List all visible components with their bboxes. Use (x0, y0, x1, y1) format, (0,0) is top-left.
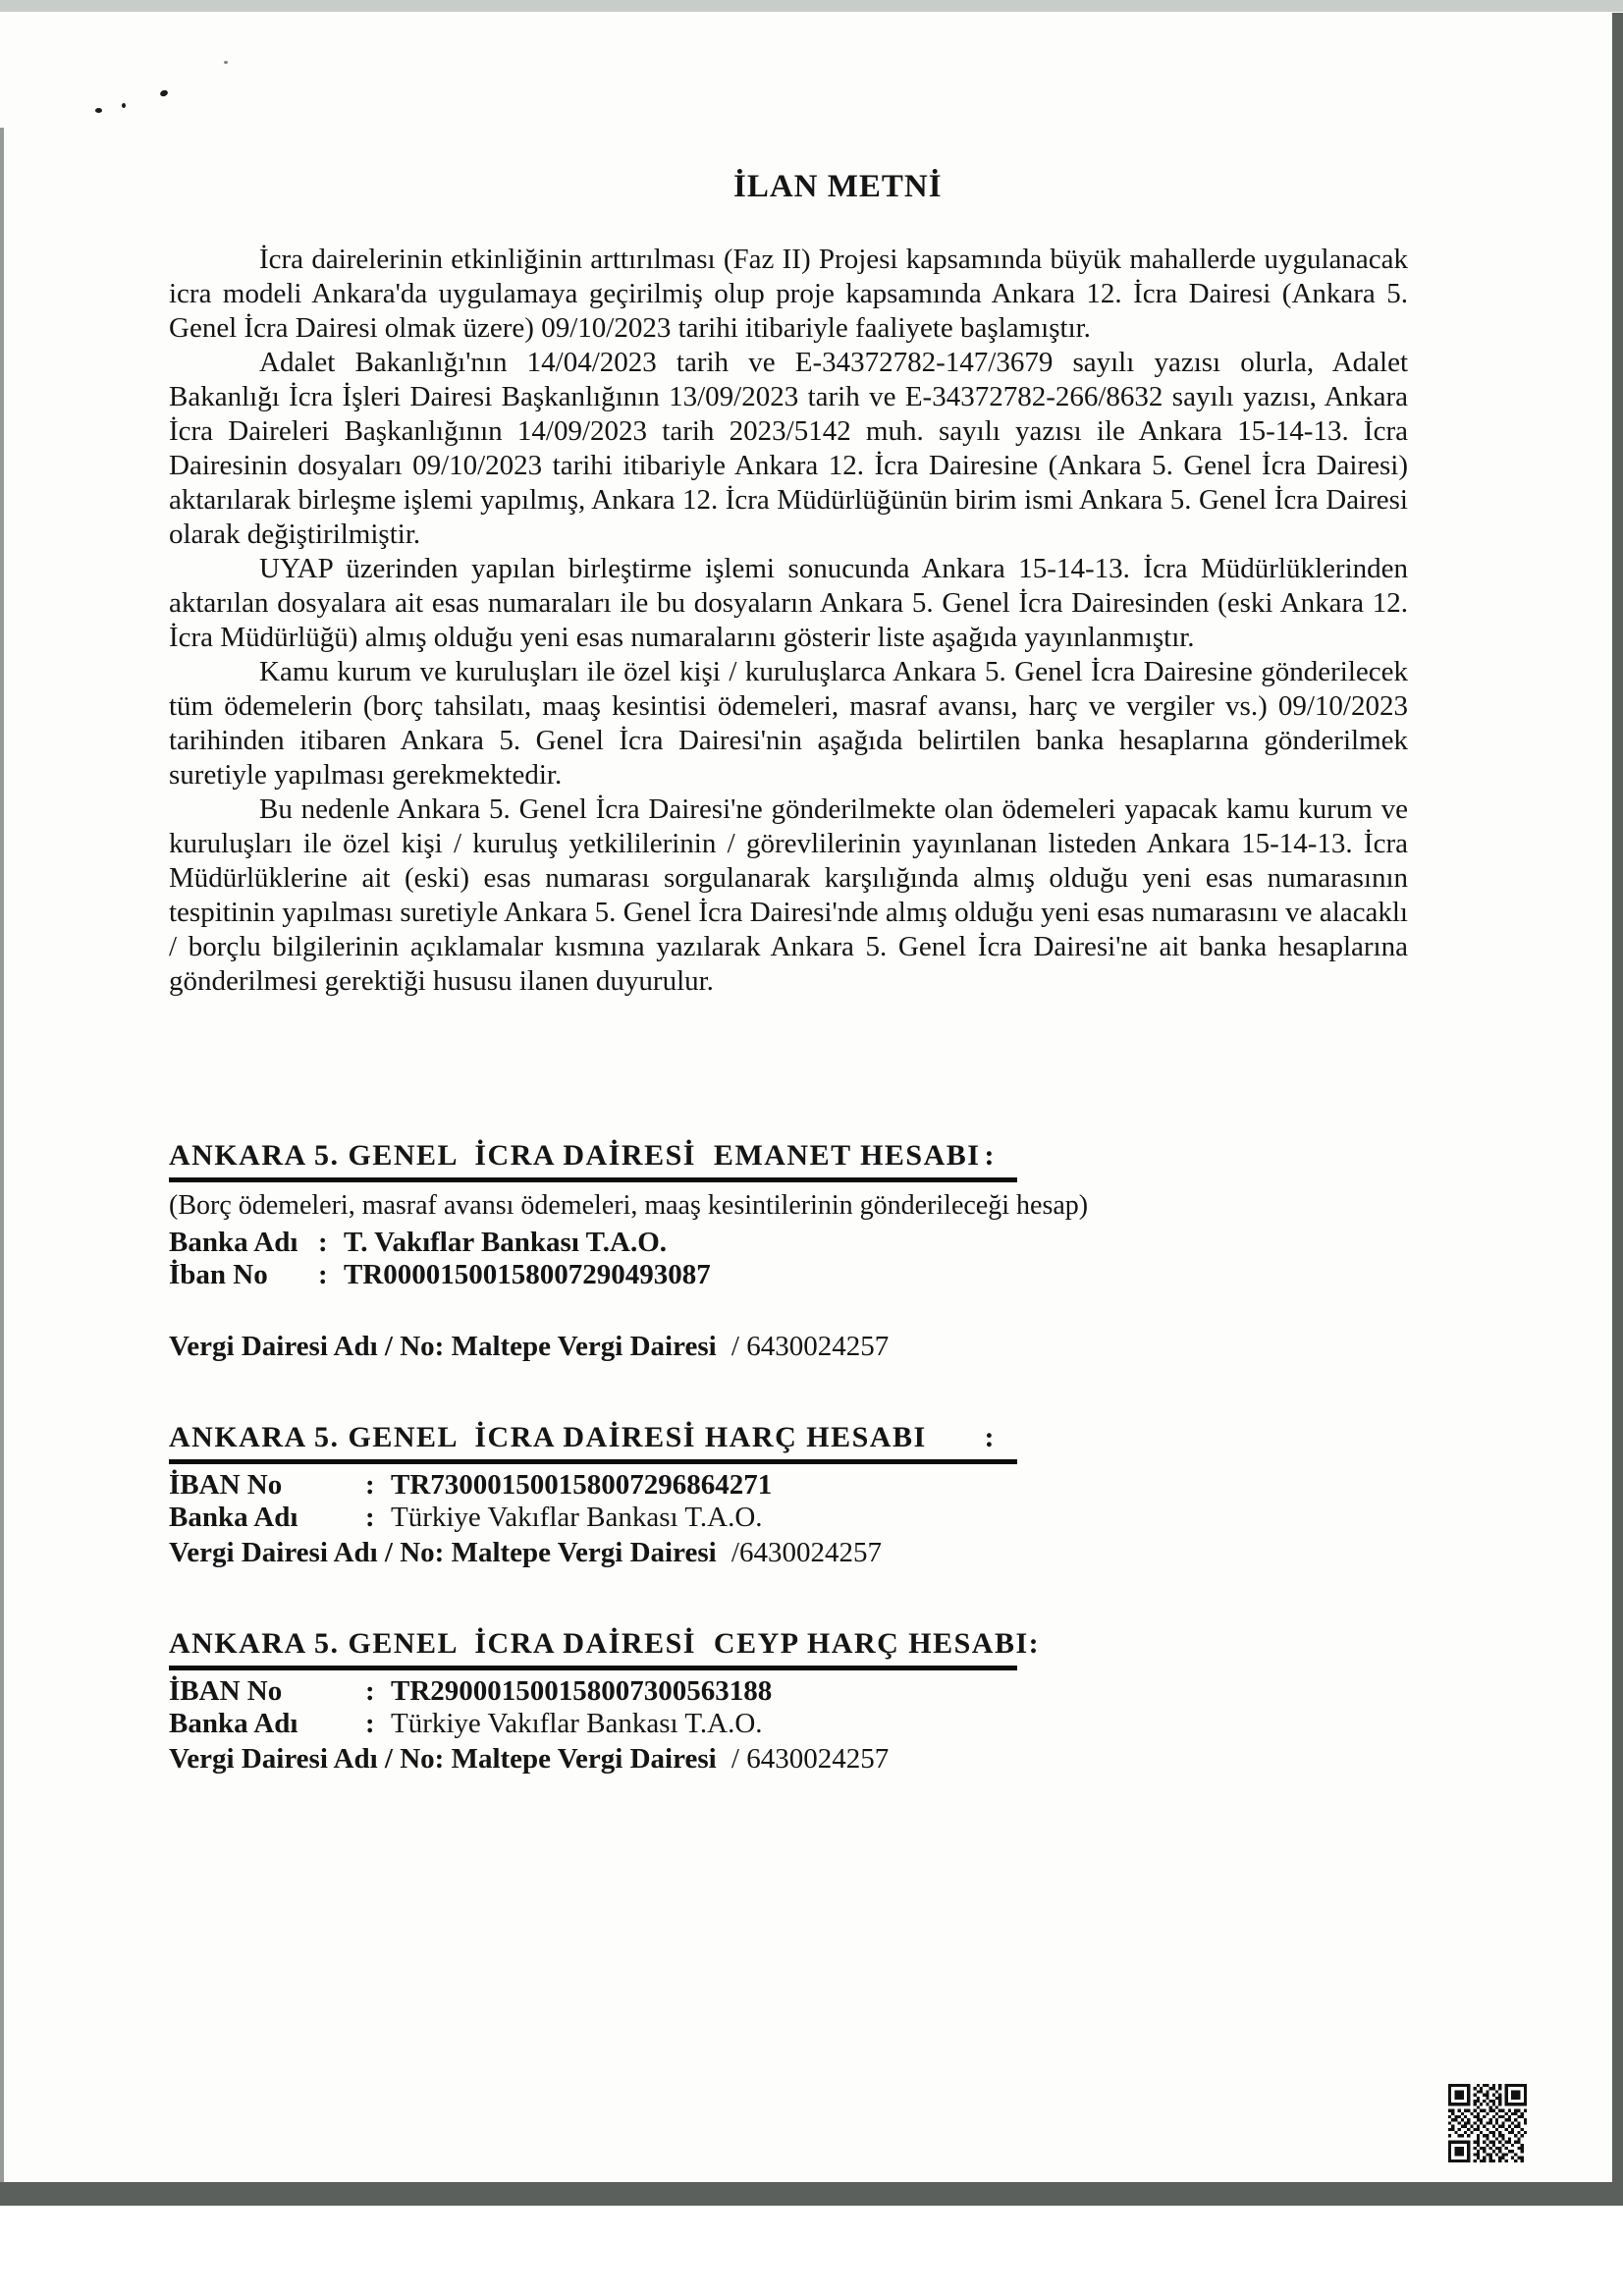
ink-speck (95, 108, 102, 113)
bank-name-value: Türkiye Vakıflar Bankası T.A.O. (391, 1708, 763, 1739)
scan-outside-area (0, 2206, 1623, 2296)
account-rows (169, 1227, 1445, 1291)
qr-finder-top-right (1505, 2084, 1527, 2105)
ink-speck (224, 61, 228, 64)
bank-name-row (169, 1502, 1445, 1534)
separator-colon: : (318, 1259, 328, 1290)
tax-office-number: /6430024257 (730, 1537, 882, 1568)
scan-edge-right (1612, 13, 1623, 2183)
qr-finder-bottom-left (1448, 2141, 1470, 2162)
iban-value: TR00001500158007290493087 (344, 1259, 711, 1290)
paragraph: UYAP üzerinden yapılan birleştirme işlemi sonucunda Ankara 15-14-13. İcra Müdürlüklerinden aktarılan dosyalara ait esas numaraları ile bu dosyaların Ankara 5. Genel İcra Dairesinden (eski Ankara 12. İcra Müdürlüğü) almış olduğu yeni esas numaralarını gösterir liste aşağıda yayınlanmıştır. (169, 553, 1408, 653)
tax-office-line (169, 1331, 1445, 1363)
tax-office-number: / 6430024257 (730, 1331, 890, 1362)
bank-name-value: T. Vakıflar Bankası T.A.O. (344, 1227, 668, 1258)
account-section-harc (169, 1421, 1445, 1569)
tax-office-line (169, 1743, 1445, 1776)
qr-code (1446, 2084, 1529, 2162)
paragraph: İcra dairelerinin etkinliğinin arttırılması (Faz II) Projesi kapsamında büyük mahallerde uygulanacak icra modeli Ankara'da uygulamaya geçirilmiş olup proje kapsamında Ankara 12. İcra Dairesi (Ankara 5. Genel İcra Dairesi olmak üzere) 09/10/2023 tarihi itibariyle faaliyete başlamıştır. (169, 244, 1408, 344)
paragraph: Adalet Bakanlığı'nın 14/04/2023 tarih ve E-34372782-147/3679 sayılı yazısı olurla, Adalet Bakanlığı İcra İşleri Dairesi Başkanlığının 13/09/2023 tarih ve E-34372782-266/8632 sayılı yazısı, Ankara İcra Daireleri Başkanlığının 14/09/2023 tarih 2023/5142 muh. sayılı yazısı ile Ankara 15-14-13. İcra Dairesinin dosyaları 09/10/2023 tarihi itibariyle Ankara 12. İcra Dairesine (Ankara 5. Genel İcra Dairesi) aktarılarak birleşme işlemi yapılmış, Ankara 12. İcra Müdürlüğünün birim ismi Ankara 5. Genel İcra Dairesi olarak değiştirilmiştir. (169, 347, 1408, 550)
iban-row (169, 1469, 1445, 1502)
account-heading-colon: : (984, 1139, 996, 1172)
ink-speck (122, 103, 126, 108)
account-rows (169, 1469, 1445, 1534)
separator-colon: : (365, 1675, 375, 1707)
bank-name-value: Türkiye Vakıflar Bankası T.A.O. (391, 1502, 763, 1533)
separator-colon: : (365, 1502, 375, 1533)
separator-colon: : (365, 1708, 375, 1739)
tax-office-label: Vergi Dairesi Adı / No: Maltepe Vergi Dairesi (169, 1537, 717, 1568)
account-heading-text: ANKARA 5. GENEL İCRA DAİRESİ HARÇ HESABI (169, 1421, 927, 1453)
separator-colon: : (318, 1227, 328, 1258)
iban-label: İban No (169, 1259, 268, 1290)
bank-name-label: Banka Adı (169, 1502, 298, 1533)
account-note: (Borç ödemeleri, masraf avansı ödemeleri, maaş kesintilerinin gönderileceği hesap) (169, 1190, 1089, 1221)
document-title: İLAN METNİ (733, 169, 943, 204)
scan-edge-bottom (0, 2182, 1623, 2206)
scan-edge-left (0, 128, 4, 2182)
bank-name-label: Banka Adı (169, 1708, 298, 1739)
bank-name-row (169, 1227, 1445, 1259)
account-heading (169, 1627, 1041, 1670)
account-heading-colon: : (1028, 1627, 1041, 1660)
account-section-ceyp-harc (169, 1627, 1445, 1776)
bank-name-row (169, 1708, 1445, 1740)
account-heading-text: ANKARA 5. GENEL İCRA DAİRESİ CEYP HARÇ HESABI (169, 1627, 1029, 1660)
separator-colon: : (365, 1469, 375, 1501)
paragraph: Kamu kurum ve kuruluşları ile özel kişi / kuruluşlarca Ankara 5. Genel İcra Dairesine gönderilecek tüm ödemelerin (borç tahsilatı, maaş kesintisi ödemeleri, masraf avansı, harç ve vergiler vs.) 09/10/2023 tarihinden itibaren Ankara 5. Genel İcra Dairesi'nin aşağıda belirtilen banka hesaplarına gönderilmek suretiyle yapılması gerekmektedir. (169, 656, 1408, 791)
iban-row (169, 1675, 1445, 1708)
iban-row (169, 1259, 1445, 1291)
tax-office-label: Vergi Dairesi Adı / No: Maltepe Vergi Dairesi (169, 1331, 717, 1362)
ink-speck (159, 89, 169, 97)
qr-finder-top-left (1448, 2084, 1470, 2105)
tax-office-number: / 6430024257 (730, 1743, 890, 1775)
account-heading-text: ANKARA 5. GENEL İCRA DAİRESİ EMANET HESABI (169, 1139, 981, 1172)
iban-value: TR730001500158007296864271 (391, 1469, 773, 1501)
iban-label: İBAN No (169, 1469, 283, 1501)
document-body (169, 243, 1408, 999)
iban-label: İBAN No (169, 1675, 283, 1707)
tax-office-line (169, 1537, 1445, 1569)
account-heading (169, 1139, 1017, 1182)
account-section-emanet (169, 1139, 1445, 1363)
paragraph: Bu nedenle Ankara 5. Genel İcra Dairesi'ne gönderilmekte olan ödemeleri yapacak kamu kurum ve kuruluşları ile özel kişi / kuruluş yetkililerinin / görevlilerinin yayınlanan listeden Ankara 15-14-13. İcra Müdürlüklerine ait (eski) esas numarası sorgulanarak karşılığında almış olduğu yeni esas numarasının tespitinin yapılması suretiyle Ankara 5. Genel İcra Dairesi'nde almış olduğu yeni esas numarasını ve alacaklı / borçlu bilgilerinin açıklamalar kısmına yazılarak Ankara 5. Genel İcra Dairesi'ne ait banka hesaplarına gönderilmesi gerektiği hususu ilanen duyurulur. (169, 793, 1408, 997)
account-heading (169, 1421, 1017, 1464)
account-rows (169, 1675, 1445, 1740)
account-heading-colon: : (984, 1421, 996, 1453)
scan-edge-top (0, 0, 1623, 12)
bank-name-label: Banka Adı (169, 1227, 298, 1258)
iban-value: TR290001500158007300563188 (391, 1675, 773, 1707)
tax-office-label: Vergi Dairesi Adı / No: Maltepe Vergi Dairesi (169, 1743, 717, 1775)
